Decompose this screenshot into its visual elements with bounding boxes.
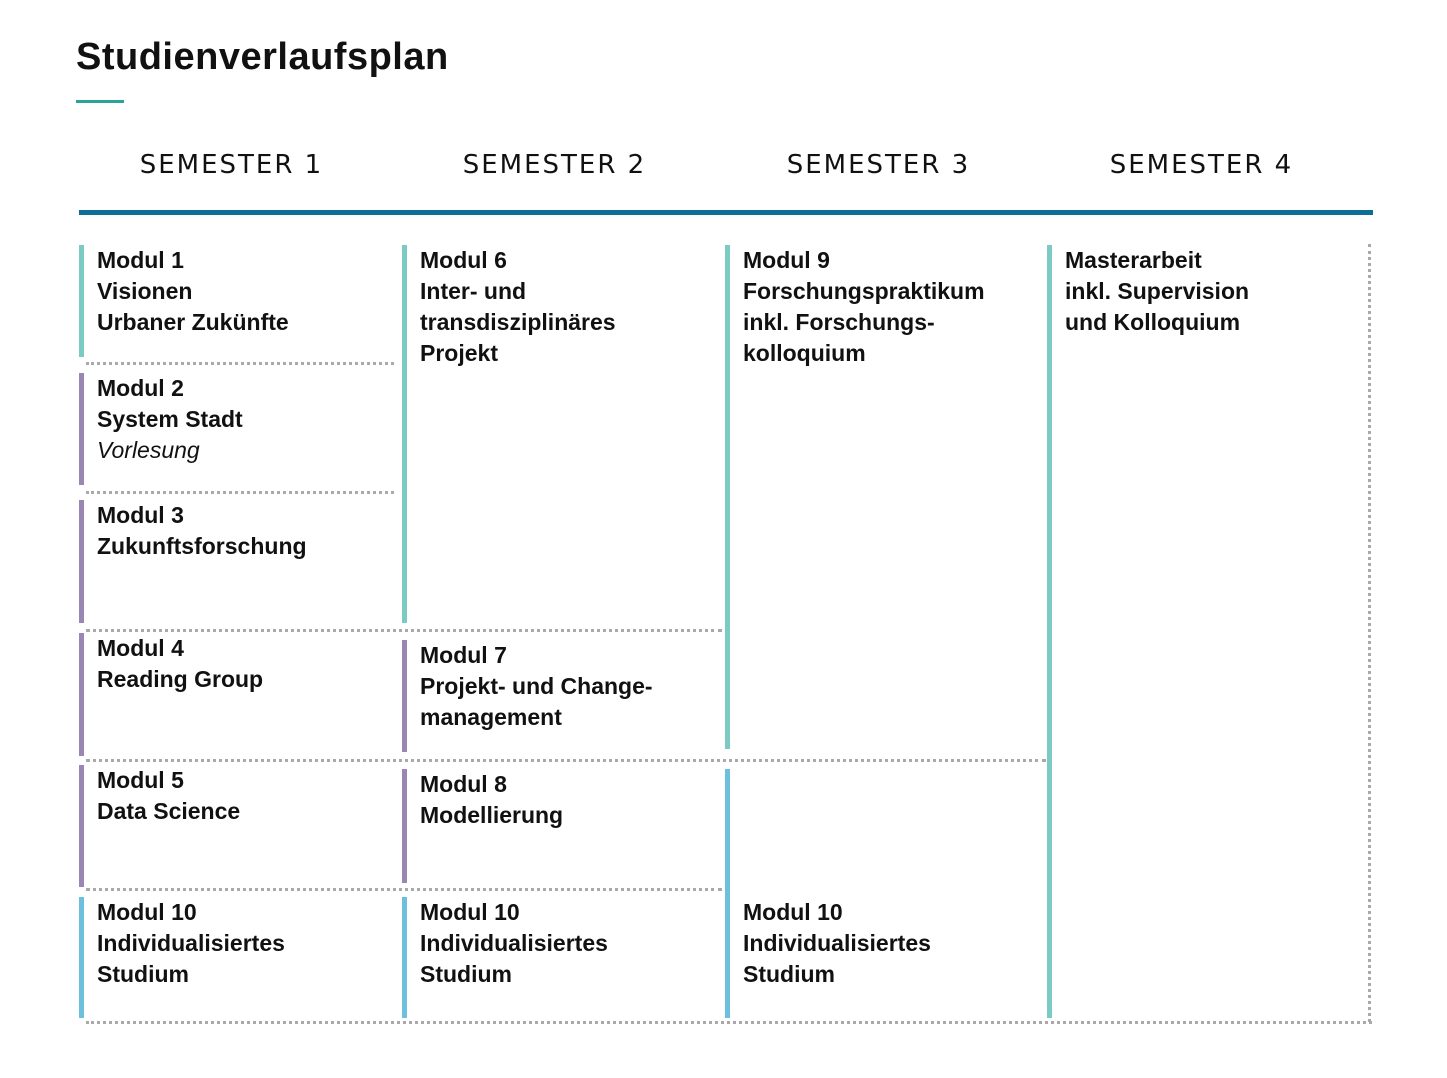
module-number: Modul 5 <box>97 767 184 793</box>
module-color-bar <box>79 633 84 756</box>
module-color-bar <box>402 897 407 1018</box>
module-10-semester-1 <box>79 897 379 1018</box>
module-title: Inter- und <box>420 278 527 304</box>
module-masterarbeit <box>1047 245 1357 1018</box>
module-number: Modul 4 <box>97 635 184 661</box>
module-color-bar <box>725 245 730 749</box>
divider-right <box>1368 244 1371 1022</box>
module-6 <box>402 245 712 623</box>
semester-3-header: SEMESTER 3 <box>786 150 971 180</box>
module-color-bar <box>79 897 84 1018</box>
module-title: und Kolloquium <box>1065 309 1241 335</box>
module-title: Forschungspraktikum <box>743 278 985 304</box>
module-format: Vorlesung <box>97 437 200 463</box>
header-rule <box>79 210 1373 215</box>
module-number: Modul 1 <box>97 247 184 273</box>
module-color-bar <box>1047 245 1052 1018</box>
module-title: Projekt- und Change- <box>420 673 653 699</box>
module-color-bar <box>79 373 84 485</box>
module-title: Data Science <box>97 798 241 824</box>
module-title: Studium <box>97 961 189 987</box>
module-color-bar <box>79 500 84 623</box>
module-title: Urbaner Zukünfte <box>97 309 289 335</box>
module-9 <box>725 245 1035 749</box>
module-color-bar <box>402 769 407 883</box>
module-number: Modul 10 <box>97 899 197 925</box>
module-title: inkl. Supervision <box>1065 278 1250 304</box>
module-title: Individualisiertes <box>97 930 285 956</box>
module-10-semester-2 <box>402 897 712 1018</box>
module-title: inkl. Forschungs- <box>743 309 935 335</box>
module-3 <box>79 500 379 623</box>
module-title: System Stadt <box>97 406 243 432</box>
module-title: Zukunftsforschung <box>97 533 307 559</box>
module-number: Modul 6 <box>420 247 507 273</box>
module-title: Modellierung <box>420 802 564 828</box>
module-number: Modul 3 <box>97 502 184 528</box>
module-title: transdisziplinäres <box>420 309 616 335</box>
module-7 <box>402 640 712 752</box>
divider-row <box>86 362 394 365</box>
module-color-bar <box>725 769 730 1018</box>
module-title: management <box>420 704 562 730</box>
module-title: Projekt <box>420 340 498 366</box>
divider-row <box>86 629 722 632</box>
module-color-bar <box>402 640 407 752</box>
module-5 <box>79 765 379 887</box>
divider-row <box>86 491 394 494</box>
module-1 <box>79 245 379 357</box>
divider-bottom <box>86 1021 1372 1024</box>
semester-2-header: SEMESTER 2 <box>462 150 647 180</box>
module-color-bar <box>79 765 84 887</box>
module-number: Modul 9 <box>743 247 830 273</box>
module-10-semester-3 <box>725 769 1035 1018</box>
module-number: Modul 10 <box>420 899 520 925</box>
module-title: Studium <box>743 961 835 987</box>
module-number: Modul 8 <box>420 771 507 797</box>
semester-1-header: SEMESTER 1 <box>139 150 324 180</box>
module-title: Individualisiertes <box>420 930 608 956</box>
title-underline <box>76 100 124 103</box>
module-color-bar <box>402 245 407 623</box>
module-title: Individualisiertes <box>743 930 931 956</box>
module-title: Studium <box>420 961 512 987</box>
module-8 <box>402 769 712 883</box>
module-title: kolloquium <box>743 340 866 366</box>
module-color-bar <box>79 245 84 357</box>
module-4 <box>79 633 379 756</box>
page-title: Studienverlaufsplan <box>76 36 449 78</box>
module-2 <box>79 373 379 485</box>
module-number: Modul 7 <box>420 642 507 668</box>
module-title: Masterarbeit <box>1065 247 1202 273</box>
divider-row <box>86 759 1046 762</box>
module-number: Modul 2 <box>97 375 184 401</box>
module-title: Reading Group <box>97 666 264 692</box>
divider-row <box>86 888 722 891</box>
semester-4-header: SEMESTER 4 <box>1109 150 1294 180</box>
module-title: Visionen <box>97 278 193 304</box>
module-number: Modul 10 <box>743 899 843 925</box>
